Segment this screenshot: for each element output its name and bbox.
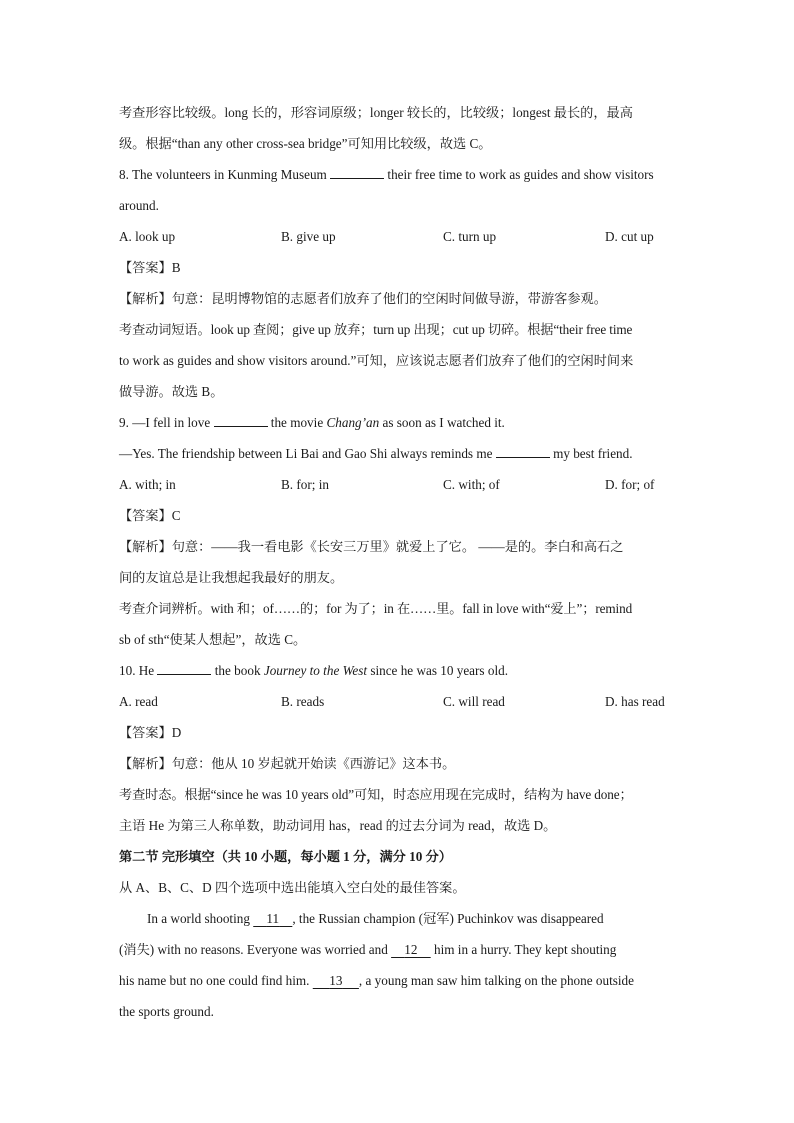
blank-11: 11 [266, 911, 280, 926]
question-9-analysis: sb of sth“使某人想起”，故选 C。 [119, 632, 307, 647]
passage-line: his name but no one could find him. 13 , a young man saw him talking on the phone outside [119, 973, 634, 988]
answer-blank [214, 412, 268, 427]
question-8-analysis: 【解析】句意：昆明博物馆的志愿者们放弃了他们的空闲时间做导游，带游客参观。 [119, 291, 607, 306]
question-8-analysis: 考查动词短语。look up 查阅；give up 放弃；turn up 出现；cut up 切碎。根据“their free time [119, 322, 633, 337]
question-9-stem: 9. —I fell in love the movie Chang’an as soon as I watched it. [119, 407, 679, 438]
option-d: D. has read [605, 694, 665, 709]
blank-13: 13 [329, 973, 343, 988]
option-a: A. read [119, 694, 158, 709]
question-9-answer: 【答案】C [119, 508, 181, 523]
document-page [119, 97, 679, 1027]
question-10-options [119, 686, 679, 717]
question-10-analysis: 主语 He 为第三人称单数，助动词用 has，read 的过去分词为 read，故选 D。 [119, 818, 557, 833]
answer-blank [496, 443, 550, 458]
question-8-analysis: to work as guides and show visitors around.”可知，应该说志愿者们放弃了他们的空闲时间来 [119, 353, 634, 368]
answer-blank [330, 164, 384, 179]
section-instruction: 从 A、B、C、D 四个选项中选出能填入空白处的最佳答案。 [119, 880, 466, 895]
answer-blank [157, 660, 211, 675]
blank-12: 12 [404, 942, 418, 957]
passage-line: In a world shooting 11 , the Russian champion (冠军) Puchinkov was disappeared [147, 911, 604, 926]
option-b: B. reads [281, 694, 325, 709]
question-9-analysis: 间的友谊总是让我想起我最好的朋友。 [119, 570, 344, 585]
passage-line: (消失) with no reasons. Everyone was worried and 12 him in a hurry. They kept shouting [119, 942, 617, 957]
question-8-options [119, 221, 679, 252]
question-9-stem-2: —Yes. The friendship between Li Bai and Gao Shi always reminds me my best friend. [119, 438, 679, 469]
option-a: A. look up [119, 229, 176, 244]
question-9-analysis: 【解析】句意：——我一看电影《长安三万里》就爱上了它。 ——是的。李白和高石之 [119, 539, 624, 554]
passage-line: the sports ground. [119, 1004, 214, 1019]
question-8-answer: 【答案】B [119, 260, 181, 275]
option-d: D. cut up [605, 229, 654, 244]
option-b: B. give up [281, 229, 336, 244]
option-c: C. will read [443, 694, 505, 709]
question-10-analysis: 【解析】句意：他从 10 岁起就开始读《西游记》这本书。 [119, 756, 456, 771]
question-9-options [119, 469, 679, 500]
question-8-analysis: 做导游。故选 B。 [119, 384, 224, 399]
question-8-stem-cont: around. [119, 198, 159, 213]
question-10-answer: 【答案】D [119, 725, 182, 740]
explanation-line: 考查形容比较级。long 长的，形容词原级；longer 较长的，比较级；longest 最长的，最高 [119, 105, 633, 120]
explanation-line: 级。根据“than any other cross-sea bridge”可知用比较级，故选 C。 [119, 136, 492, 151]
book-title: Journey to the West [263, 663, 368, 678]
question-10-analysis: 考查时态。根据“since he was 10 years old”可知，时态应用现在完成时，结构为 have done； [119, 787, 633, 802]
section-title: 第二节 完形填空（共 10 小题，每小题 1 分，满分 10 分） [119, 849, 452, 864]
option-a: A. with; in [119, 477, 176, 492]
movie-title: Chang’an [326, 415, 380, 430]
option-c: C. turn up [443, 229, 497, 244]
question-8-stem: 8. The volunteers in Kunming Museum their free time to work as guides and show visitors [119, 159, 679, 190]
option-d: D. for; of [605, 477, 655, 492]
question-10-stem: 10. He the book Journey to the West since he was 10 years old. [119, 655, 679, 686]
option-b: B. for; in [281, 477, 329, 492]
question-9-analysis: 考查介词辨析。with 和；of……的；for 为了；in 在……里。fall in love with“爱上”；remind [119, 601, 633, 616]
option-c: C. with; of [443, 477, 500, 492]
